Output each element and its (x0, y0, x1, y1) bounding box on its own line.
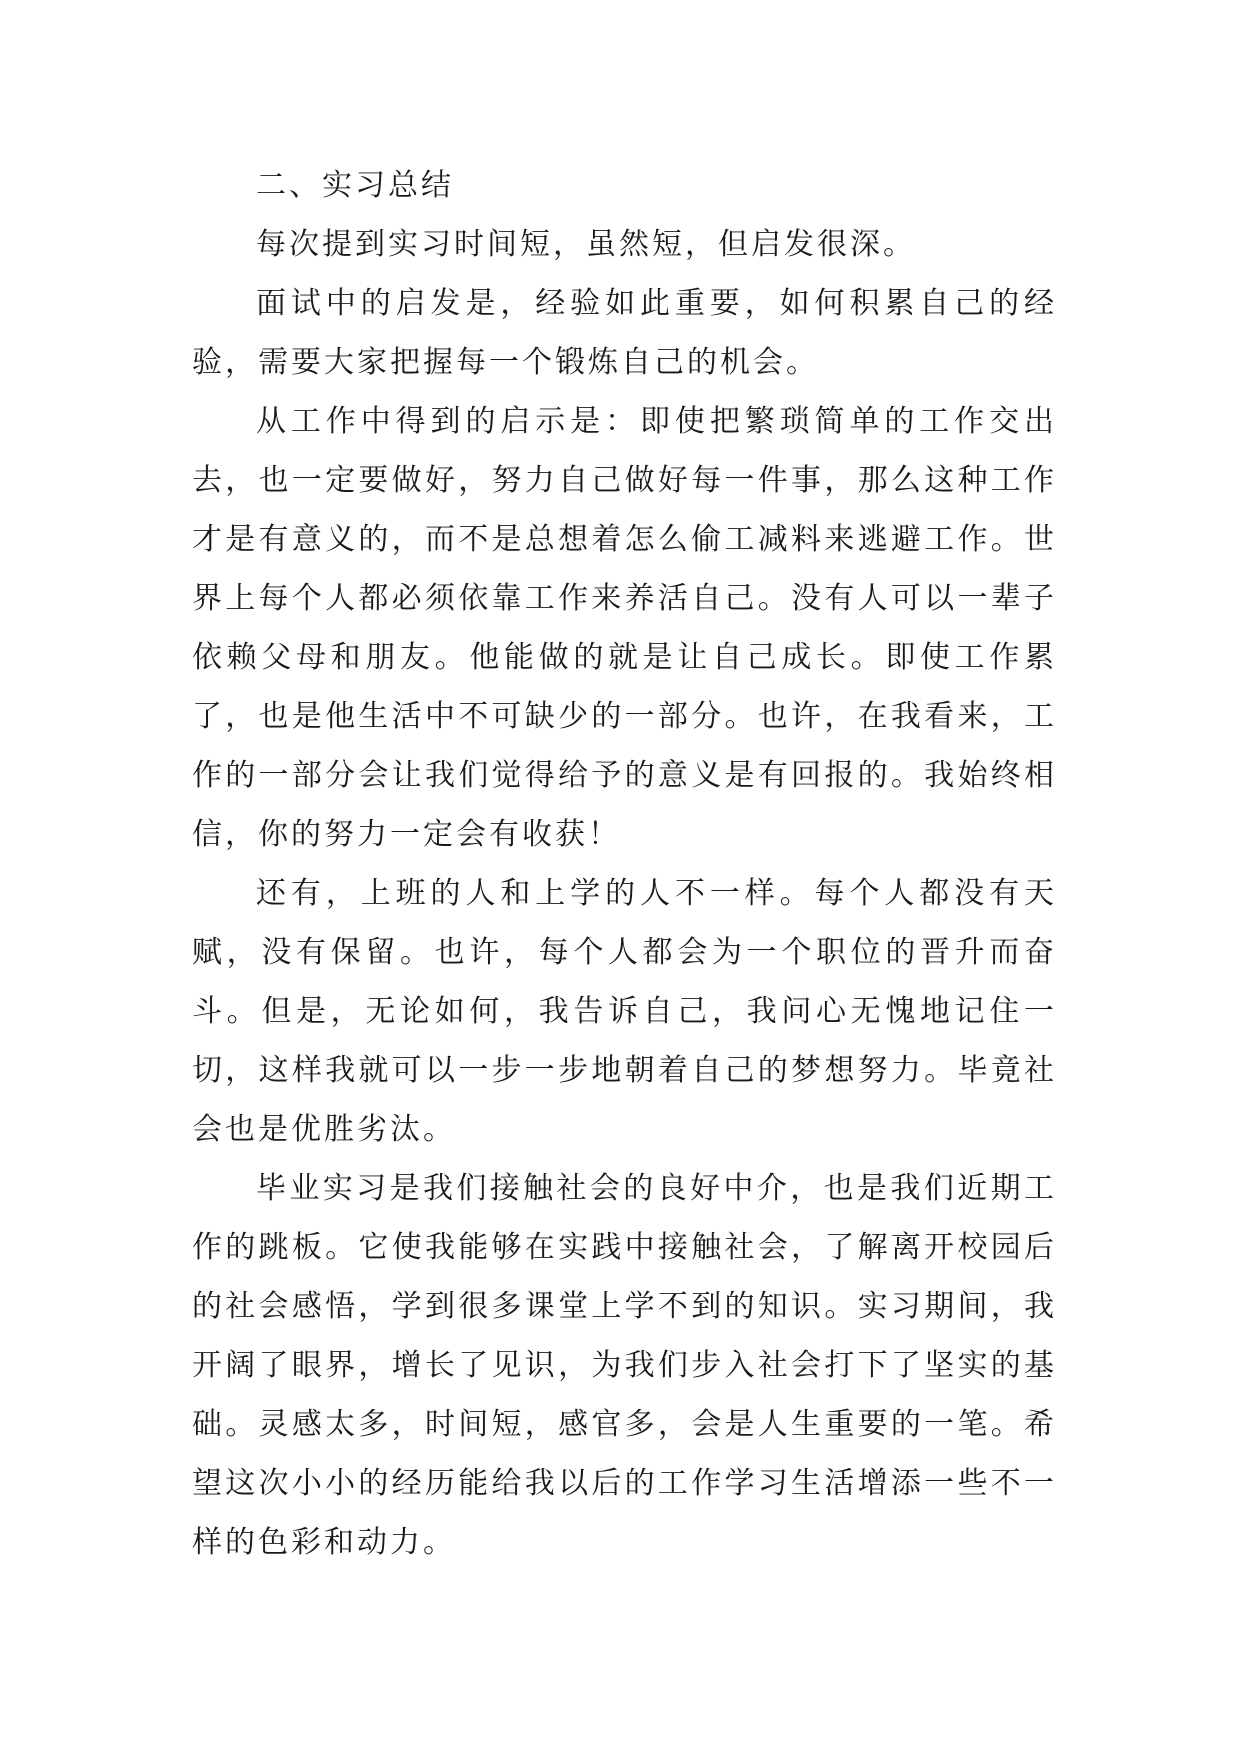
paragraph-2: 面试中的启发是，经验如此重要，如何积累自己的经验，需要大家把握每一个锻炼自己的机会。 (192, 286, 1057, 380)
document-body (192, 156, 1057, 1572)
paragraph-4: 还有，上班的人和上学的人不一样。每个人都没有天赋，没有保留。也许，每个人都会为一个职位的晋升而奋斗。但是，无论如何，我告诉自己，我问心无愧地记住一切，这样我就可以一步一步地朝着自己的梦想努力。毕竟社会也是优胜劣汰。 (192, 876, 1057, 1147)
section-heading: 二、实习总结 (256, 168, 454, 203)
paragraph-5: 毕业实习是我们接触社会的良好中介，也是我们近期工作的跳板。它使我能够在实践中接触社会，了解离开校园后的社会感悟，学到很多课堂上学不到的知识。实习期间，我开阔了眼界，增长了见识，为我们步入社会打下了坚实的基础。灵感太多，时间短，感官多，会是人生重要的一笔。希望这次小小的经历能给我以后的工作学习生活增添一些不一样的色彩和动力。 (192, 1171, 1057, 1560)
paragraph-3: 从工作中得到的启示是：即使把繁琐简单的工作交出去，也一定要做好，努力自己做好每一件事，那么这种工作才是有意义的，而不是总想着怎么偷工减料来逃避工作。世界上每个人都必须依靠工作来养活自己。没有人可以一辈子依赖父母和朋友。他能做的就是让自己成长。即使工作累了，也是他生活中不可缺少的一部分。也许，在我看来，工作的一部分会让我们觉得给予的意义是有回报的。我始终相信，你的努力一定会有收获！ (192, 404, 1057, 852)
paragraph-1: 每次提到实习时间短，虽然短，但启发很深。 (256, 227, 916, 262)
